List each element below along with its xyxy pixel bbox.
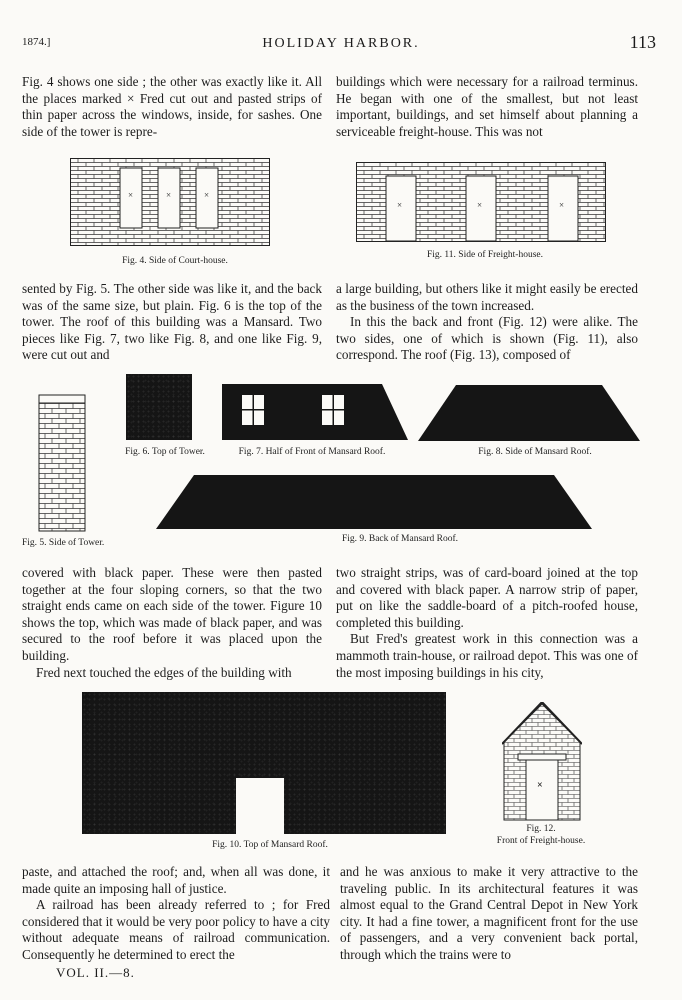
caption-fig-5: Fig. 5. Side of Tower. [22, 538, 105, 548]
mansard-back-drawing [156, 475, 592, 529]
caption-fig-12-number: Fig. 12. [526, 824, 556, 834]
text-p2-left: sented by Fig. 5. The other side was like it, and the back was of the same size, but plain. Fig. 6 is the top of the tower. The roof of this building was a Mansard. Two pieces like Fig. 7, two like Fig. 8, and one like Fig. 9, were cut out and [22, 281, 322, 363]
figure-6-tower-top [126, 374, 192, 440]
paragraph-1-left [22, 74, 322, 140]
figure-5-tower-side [38, 393, 86, 533]
text-p3-right-b: But Fred's greatest work in this connection was a mammoth train-house, or railroad depot. This was one of the most imposing buildings in his city, [336, 631, 638, 680]
figure-8-mansard-side [418, 385, 640, 441]
page-number: 113 [629, 32, 656, 52]
header-year: 1874.] [22, 36, 51, 48]
text-p2-right-a: a large building, but others like it might easily be erected as the business of the town increased. [336, 281, 638, 313]
caption-fig-7: Fig. 7. Half of Front of Mansard Roof. [238, 447, 386, 457]
paragraph-4-left [22, 864, 330, 964]
figure-9-mansard-back [156, 475, 592, 529]
gable-front-drawing [502, 702, 582, 822]
text-p3-left-b: Fred next touched the edges of the building with [36, 664, 292, 680]
caption-fig-8: Fig. 8. Side of Mansard Roof. [478, 447, 592, 457]
figure-12-freight-house-front [502, 702, 582, 822]
text-p3-right-a: two straight strips, was of card-board joined at the top and covered with black paper. A narrow strip of paper, put on like the saddle-board of a pitch-roofed house, completed this building. [336, 565, 638, 630]
figure-10-mansard-top [82, 692, 446, 834]
paragraph-3-right [336, 565, 638, 681]
cut-mark: × [477, 200, 483, 210]
doorway-cutout [236, 778, 284, 834]
text-p4-left-b: A railroad has been already referred to ; for Fred considered that it would be very poor policy to have a city without adequate means of railroad communication. Consequently he determined to erect the [22, 897, 330, 962]
text-p3-left-a: covered with black paper. These were then pasted together at the four sloping corners, so that the two straight ends came on each side of the tower. Figure 10 shows the top, which was made of black paper, and was secured to the roof before it was placed upon the building. [22, 565, 322, 663]
caption-fig-9: Fig. 9. Back of Mansard Roof. [341, 534, 459, 544]
running-title: HOLIDAY HARBOR. [262, 36, 420, 51]
figure-4-court-house-side [70, 158, 270, 246]
cut-mark: × [166, 190, 172, 200]
text-p1-left: Fig. 4 shows one side ; the other was exactly like it. All the places marked × Fred cut out and pasted strips of thin paper across the windows, inside, for sashes. One side of the tower is repre- [22, 74, 322, 139]
cut-mark: × [204, 190, 210, 200]
text-p4-right: and he was anxious to make it very attractive to the traveling public. In its architectural features it was almost equal to the Grand Central Depot in New York city. It had a fine tower, a magnificent front for the use of passengers, and a very convenient back portal, through which the trains were to [340, 864, 638, 962]
paragraph-3-left [22, 565, 322, 681]
caption-fig-11: Fig. 11. Side of Freight-house. [426, 250, 544, 260]
caption-fig-12-title: Front of Freight-house. [496, 836, 586, 846]
paragraph-2-right [336, 281, 638, 364]
cut-mark: × [397, 200, 403, 210]
cut-mark: × [128, 190, 134, 200]
cut-mark: × [537, 780, 543, 791]
tower-brick-drawing [38, 393, 86, 533]
mansard-side-drawing [418, 385, 640, 441]
figure-7-mansard-front-half [222, 384, 408, 440]
text-p1-right: buildings which were necessary for a railroad terminus. He began with one of the smallest, but not least important, buildings, and set himself about planning a serviceable freight-house. This was not [336, 74, 638, 139]
caption-fig-10: Fig. 10. Top of Mansard Roof. [212, 840, 328, 850]
figure-11-freight-house-side [356, 162, 606, 242]
paragraph-1-right [336, 74, 638, 140]
volume-signature: VOL. II.—8. [56, 965, 135, 980]
text-p4-left-a: paste, and attached the roof; and, when all was done, it made quite an imposing hall of justice. [22, 864, 330, 896]
paragraph-4-right [340, 864, 638, 964]
mansard-front-drawing [222, 384, 408, 440]
caption-fig-4: Fig. 4. Side of Court-house. [122, 256, 228, 266]
caption-fig-6: Fig. 6. Top of Tower. [125, 447, 205, 457]
brick-wall-drawing [70, 158, 270, 246]
cut-mark: × [559, 200, 565, 210]
paragraph-2-left [22, 281, 322, 364]
text-p2-right-b: In this the back and front (Fig. 12) were alike. The two sides, one of which is shown (Fig. 11), also correspond. The roof (Fig. 13), composed of [336, 314, 638, 363]
